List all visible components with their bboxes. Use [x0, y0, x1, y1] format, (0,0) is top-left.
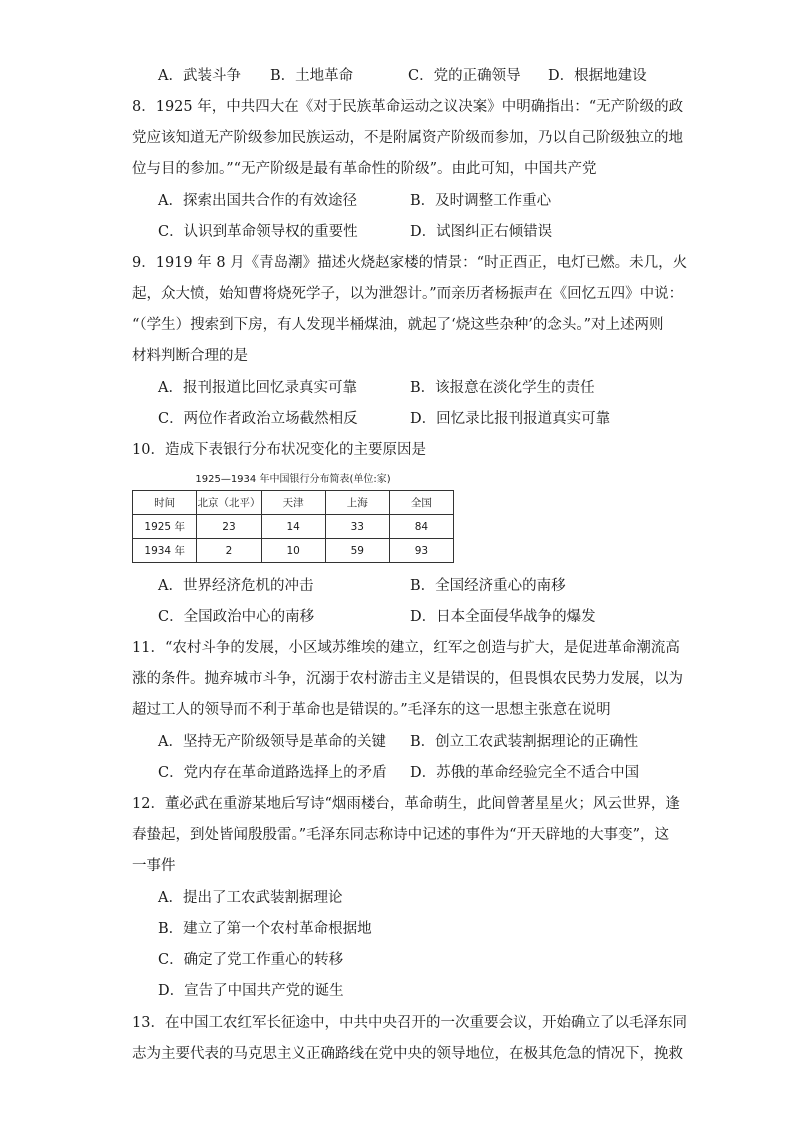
q9-option-b[interactable]: B．该报意在淡化学生的责任	[410, 380, 595, 396]
table-cell: 14	[261, 515, 325, 539]
table-cell: 33	[325, 515, 389, 539]
table-cell: 1925 年	[133, 515, 197, 539]
q11-stem-line: 涨的条件。抛弃城市斗争，沉溺于农村游击主义是错误的，但畏惧农民势力发展，以为	[132, 671, 683, 687]
q11-stem-line: 超过工人的领导而不利于革命也是错误的。”毛泽东的这一思想主张意在说明	[132, 702, 611, 718]
q9-option-a[interactable]: A．报刊报道比回忆录真实可靠	[158, 380, 357, 396]
q11-option-c[interactable]: C．党内存在革命道路选择上的矛盾	[158, 765, 387, 781]
table-header-cell: 上海	[325, 491, 389, 515]
q10-option-b[interactable]: B．全国经济重心的南移	[410, 578, 566, 594]
table-header-cell: 时间	[133, 491, 197, 515]
q9-stem-line: 材料判断合理的是	[132, 348, 248, 364]
table-header-cell: 北京（北平）	[197, 491, 261, 515]
q8-option-b[interactable]: B．及时调整工作重心	[410, 193, 552, 209]
table-cell: 2	[197, 539, 261, 563]
table-header-cell: 全国	[389, 491, 453, 515]
q11-stem-line: 11．“农村斗争的发展，小区域苏维埃的建立，红军之创造与扩大，是促进革命潮流高	[132, 640, 680, 656]
q12-option-d[interactable]: D．宣告了中国共产党的诞生	[158, 983, 344, 999]
q8-stem-line: 位与目的参加。”“无产阶级是最有革命性的阶级”。由此可知，中国共产党	[132, 161, 597, 177]
table-row	[133, 515, 454, 539]
q8-stem-line: 党应该知道无产阶级参加民族运动，不是附属资产阶级而参加，乃以自己阶级独立的地	[132, 130, 683, 146]
q9-option-c[interactable]: C．两位作者政治立场截然相反	[158, 411, 358, 427]
table-header-row	[133, 491, 454, 515]
table-caption: 1925—1934 年中国银行分布简表(单位:家)	[195, 474, 391, 485]
q11-option-d[interactable]: D．苏俄的革命经验完全不适合中国	[410, 765, 640, 781]
q9-stem-line: “（学生）搜索到下房，有人发现半桶煤油，就起了‘烧这些杂种’的念头。”对上述两则	[132, 317, 664, 333]
q13-stem-line: 志为主要代表的马克思主义正确路线在党中央的领导地位，在极其危急的情况下，挽救	[132, 1046, 683, 1062]
q9-stem-line: 9．1919 年 8 月《青岛潮》描述火烧赵家楼的情景：“时正酉正，电灯已燃。未几，火	[132, 255, 688, 271]
q10-stem-line: 10．造成下表银行分布状况变化的主要原因是	[132, 442, 426, 458]
q8-option-d[interactable]: D．试图纠正右倾错误	[410, 224, 553, 240]
q8-option-a[interactable]: A．探索出国共合作的有效途径	[158, 193, 357, 209]
q12-option-c[interactable]: C．确定了党工作重心的转移	[158, 952, 344, 968]
table-cell: 10	[261, 539, 325, 563]
q7-option-c[interactable]: C．党的正确领导	[408, 68, 521, 84]
q12-stem-line: 一事件	[132, 858, 176, 874]
table-cell: 1934 年	[133, 539, 197, 563]
table-cell: 93	[389, 539, 453, 563]
table-cell: 23	[197, 515, 261, 539]
q12-option-a[interactable]: A．提出了工农武装割据理论	[158, 890, 343, 906]
q7-option-b[interactable]: B．土地革命	[270, 68, 354, 84]
q8-option-c[interactable]: C．认识到革命领导权的重要性	[158, 224, 358, 240]
q8-stem-line: 8．1925 年，中共四大在《对于民族革命运动之议决案》中明确指出：“无产阶级的政	[132, 99, 684, 115]
table-cell: 84	[389, 515, 453, 539]
q12-stem-line: 12．董必武在重游某地后写诗“烟雨楼台，革命萌生，此间曾著星星火；风云世界，逢	[132, 796, 680, 812]
table-row	[133, 539, 454, 563]
q10-option-c[interactable]: C．全国政治中心的南移	[158, 609, 315, 625]
q7-option-a[interactable]: A．武装斗争	[158, 68, 241, 84]
table-header-cell: 天津	[261, 491, 325, 515]
q7-option-d[interactable]: D．根据地建设	[548, 68, 647, 84]
q10-option-d[interactable]: D．日本全面侵华战争的爆发	[410, 609, 596, 625]
q11-option-a[interactable]: A．坚持无产阶级领导是革命的关键	[158, 734, 386, 750]
q9-stem-line: 起，众大愤，始知曹将烧死学子，以为泄怨计。”而亲历者杨振声在《回忆五四》中说：	[132, 286, 684, 302]
bank-distribution-table	[132, 490, 454, 563]
q10-option-a[interactable]: A．世界经济危机的冲击	[158, 578, 314, 594]
q13-stem-line: 13．在中国工农红军长征途中，中共中央召开的一次重要会议，开始确立了以毛泽东同	[132, 1015, 687, 1031]
q12-option-b[interactable]: B．建立了第一个农村革命根据地	[158, 921, 372, 937]
q12-stem-line: 春蛰起，到处皆闻殷殷雷。”毛泽东同志称诗中记述的事件为“开天辟地的大事变”，这	[132, 827, 669, 843]
q11-option-b[interactable]: B．创立工农武装割据理论的正确性	[410, 734, 639, 750]
table-cell: 59	[325, 539, 389, 563]
q9-option-d[interactable]: D．回忆录比报刊报道真实可靠	[410, 411, 611, 427]
